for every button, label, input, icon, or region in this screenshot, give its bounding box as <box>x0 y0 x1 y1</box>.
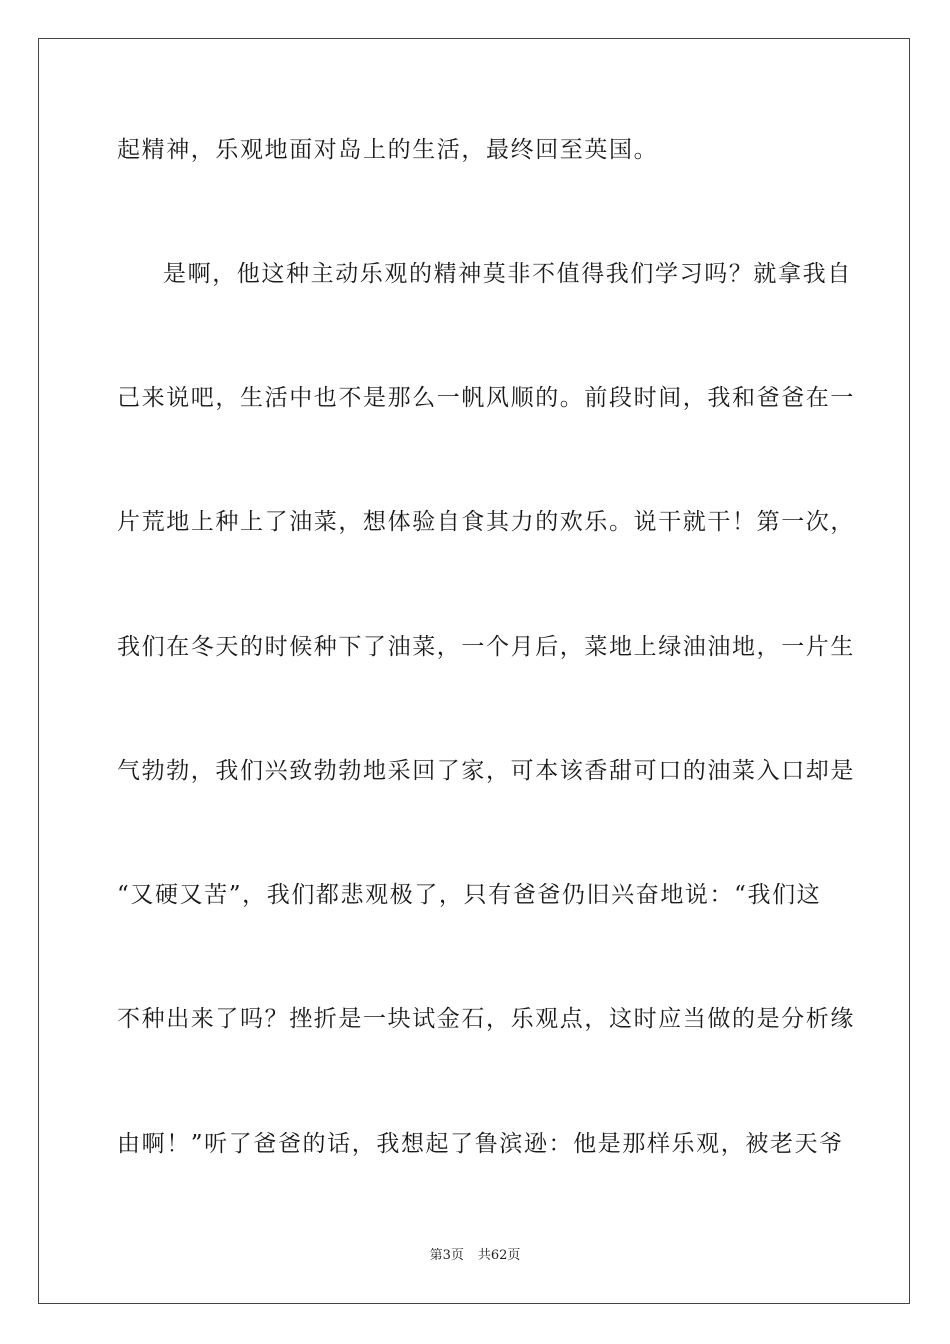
paragraph-line: 是啊，他这种主动乐观的精神莫非不值得我们学习吗？就拿我自 <box>163 261 852 287</box>
paragraph-line: 我们在冬天的时候种下了油菜，一个月后，菜地上绿油油地，一片生 <box>117 634 855 660</box>
page-total: 共62页 <box>477 1248 521 1263</box>
paragraph-line: 起精神，乐观地面对岛上的生活，最终回至英国。 <box>117 137 659 163</box>
paragraph-line: 由啊！”听了爸爸的话，我想起了鲁滨逊：他是那样乐观，被老天爷 <box>117 1131 844 1157</box>
paragraph-line: “又硬又苦”，我们都悲观极了，只有爸爸仍旧兴奋地说：“我们这 <box>117 882 822 908</box>
paragraph-line: 气勃勃，我们兴致勃勃地采回了家，可本该香甜可口的油菜入口却是 <box>117 758 855 784</box>
page-border <box>38 38 910 1304</box>
paragraph-line: 己来说吧，生活中也不是那么一帆风顺的。前段时间，我和爸爸在一 <box>117 385 855 411</box>
page-number: 第3页 <box>429 1248 464 1263</box>
paragraph-line: 不种出来了吗？挫折是一块试金石，乐观点，这时应当做的是分析缘 <box>117 1006 855 1032</box>
paragraph-line: 片荒地上种上了油菜，想体验自食其力的欢乐。说干就干！第一次， <box>117 509 855 535</box>
page-footer <box>0 1247 950 1265</box>
